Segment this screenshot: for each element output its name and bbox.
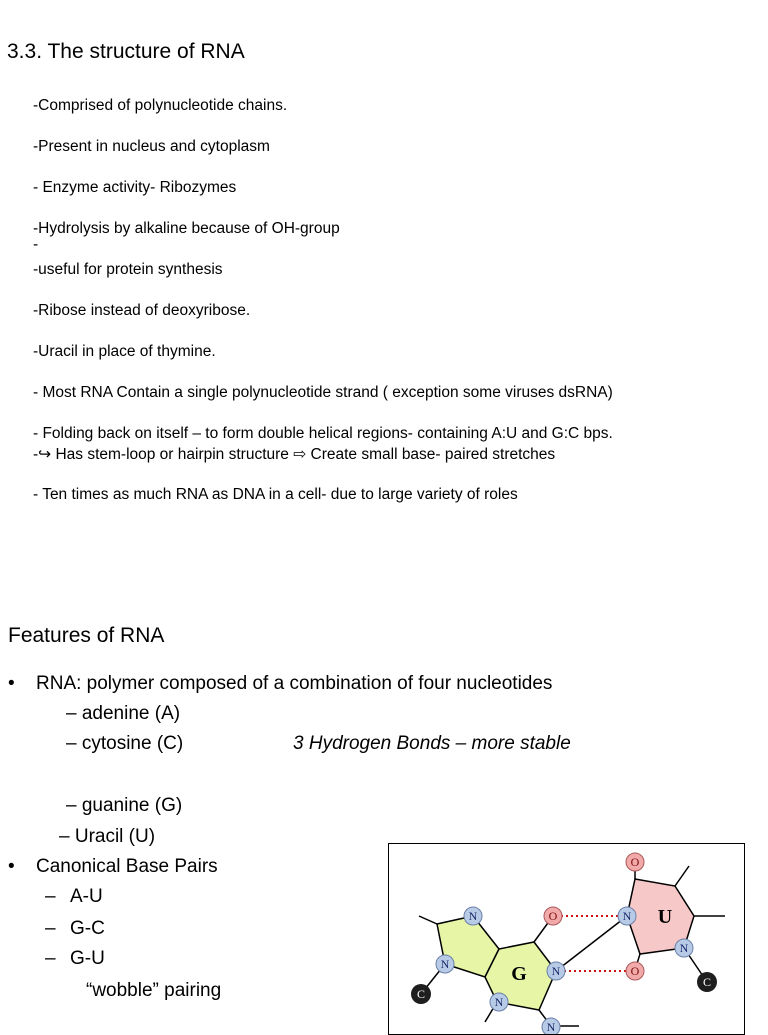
nitrogen-atom-icon bbox=[436, 955, 454, 973]
guanine-uracil-diagram bbox=[389, 844, 744, 1034]
nitrogen-atom-icon bbox=[464, 907, 482, 925]
nitrogen-atom-icon bbox=[490, 993, 508, 1011]
nucleotide-item: – cytosine (C) bbox=[66, 733, 184, 754]
nucleotide-item: – guanine (G) bbox=[66, 795, 183, 816]
bullet-text: -Present in nucleus and cytoplasm bbox=[33, 138, 270, 155]
svg-text:O: O bbox=[548, 909, 558, 923]
carbon-sugar-atom-icon bbox=[411, 984, 431, 1004]
svg-text:C: C bbox=[416, 987, 426, 1001]
svg-text:N: N bbox=[546, 1020, 556, 1034]
bullet-text: RNA: polymer composed of a combination of four nucleotides bbox=[36, 673, 553, 694]
bullet-text: -Comprised of polynucleotide chains. bbox=[33, 97, 288, 114]
pair-dash: – bbox=[45, 948, 56, 969]
svg-text:N: N bbox=[494, 995, 504, 1009]
bullet-text: -Uracil in place of thymine. bbox=[33, 343, 216, 360]
nucleotide-item: – adenine (A) bbox=[66, 703, 181, 724]
nitrogen-atom-icon bbox=[547, 962, 565, 980]
svg-text:N: N bbox=[468, 909, 478, 923]
svg-text:N: N bbox=[440, 957, 450, 971]
carbon-sugar-atom-icon bbox=[697, 972, 717, 992]
bullet-text: - bbox=[33, 236, 39, 253]
base-pair-item: G-C bbox=[70, 918, 105, 939]
svg-text:N: N bbox=[622, 909, 632, 923]
bullet-text: Canonical Base Pairs bbox=[36, 856, 218, 877]
bullet-text: - Folding back on itself – to form double helical regions- containing A:U and G:C bps. bbox=[33, 425, 613, 442]
bullet-marker: • bbox=[8, 856, 15, 877]
guanine-label: G bbox=[511, 963, 527, 985]
bullet-marker: • bbox=[8, 673, 15, 694]
bullet-text: -useful for protein synthesis bbox=[33, 261, 223, 278]
page-title: 3.3. The structure of RNA bbox=[7, 40, 245, 63]
base-pair-item: G-U bbox=[70, 948, 105, 969]
svg-text:N: N bbox=[679, 941, 689, 955]
oxygen-atom-icon bbox=[626, 853, 644, 871]
oxygen-atom-icon bbox=[544, 907, 562, 925]
nitrogen-atom-icon bbox=[542, 1018, 560, 1034]
pair-dash: – bbox=[45, 886, 56, 907]
pair-dash: – bbox=[45, 918, 56, 939]
bullet-text: - Most RNA Contain a single polynucleotide strand ( exception some viruses dsRNA) bbox=[33, 384, 613, 401]
wobble-note: “wobble” pairing bbox=[86, 980, 222, 1001]
nitrogen-atom-icon bbox=[618, 907, 636, 925]
svg-text:N: N bbox=[551, 964, 561, 978]
bullet-text: -Ribose instead of deoxyribose. bbox=[33, 302, 251, 319]
svg-text:O: O bbox=[630, 855, 640, 869]
section-title: Features of RNA bbox=[8, 624, 165, 647]
svg-text:O: O bbox=[630, 964, 640, 978]
nitrogen-atom-icon bbox=[675, 939, 693, 957]
base-pair-item: A-U bbox=[70, 886, 103, 907]
oxygen-atom-icon bbox=[626, 962, 644, 980]
base-pair-figure bbox=[388, 843, 745, 1035]
uracil-label: U bbox=[657, 906, 673, 928]
hydrogen-bond-note: 3 Hydrogen Bonds – more stable bbox=[293, 733, 571, 754]
bullet-text: -Hydrolysis by alkaline because of OH-group bbox=[33, 220, 340, 237]
svg-text:C: C bbox=[702, 975, 712, 989]
nucleotide-item: – Uracil (U) bbox=[59, 826, 156, 847]
bullet-text: -↪ Has stem-loop or hairpin structure ⇨ Create small base- paired stretches bbox=[33, 446, 556, 463]
bullet-text: - Enzyme activity- Ribozymes bbox=[33, 179, 237, 196]
bullet-text: - Ten times as much RNA as DNA in a cell- due to large variety of roles bbox=[33, 486, 518, 503]
